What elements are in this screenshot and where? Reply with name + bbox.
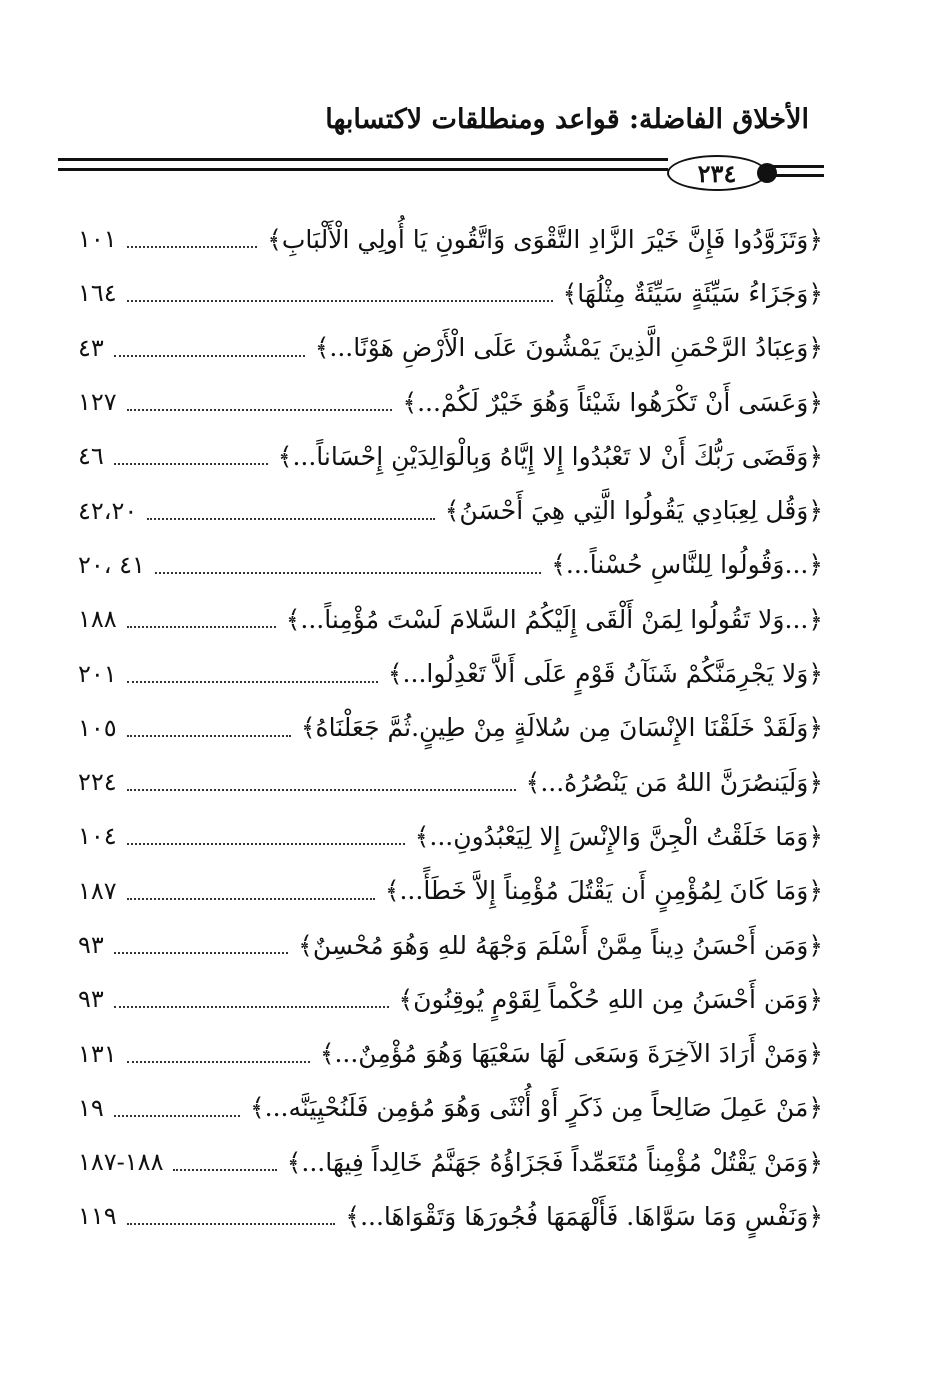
page-reference: ٤٦ xyxy=(78,442,104,471)
page-reference: ١٨٨ xyxy=(78,605,117,634)
page-reference: ١٨٧ xyxy=(78,876,117,905)
list-item xyxy=(78,375,823,429)
dot-leader xyxy=(127,300,553,302)
page-reference: ١٠٤ xyxy=(78,822,117,851)
list-item xyxy=(78,755,823,809)
verse-text: ﴿وَلَقَدْ خَلَقْنَا الإِنْسَانَ مِن سُلالَةٍ مِنْ طِينٍ.ثُمَّ جَعَلْنَاهُ﴾ xyxy=(300,713,823,743)
dot-leader xyxy=(114,1006,389,1008)
verse-text: ﴿وَمَا كَانَ لِمُؤْمِنٍ أَن يَقْتُلَ مُؤْمِناً إِلاَّ خَطَأً...﴾ xyxy=(384,876,823,906)
page-reference: ٤٣ xyxy=(78,333,104,362)
list-item xyxy=(78,864,823,918)
dot-leader xyxy=(155,572,541,574)
list-item xyxy=(78,809,823,863)
list-item xyxy=(78,701,823,755)
dot-leader xyxy=(127,681,378,683)
page-reference: ٩٣ xyxy=(78,985,104,1014)
page-number: ٢٣٤ xyxy=(697,158,737,188)
dot-leader xyxy=(127,735,291,737)
list-item xyxy=(78,212,823,266)
dot-leader xyxy=(127,898,375,900)
verse-text: ﴿وَعَسَى أَنْ تَكْرَهُوا شَيْئاً وَهُوَ خَيْرٌ لَكُمْ...﴾ xyxy=(402,387,823,417)
page-number-badge xyxy=(667,155,767,191)
dot-leader xyxy=(127,409,393,411)
verse-text: ﴿وَمَنْ يَقْتُلْ مُؤْمِناً مُتَعَمِّداً فَجَزَاؤُهُ جَهَنَّمُ خَالِداً فِيهَا...﴾ xyxy=(286,1147,823,1177)
list-item xyxy=(78,1081,823,1135)
verse-text: ﴿وَعِبَادُ الرَّحْمَنِ الَّذِينَ يَمْشُونَ عَلَى الْأَرْضِ هَوْنًا...﴾ xyxy=(314,333,823,363)
page-reference: ١٣١ xyxy=(78,1039,117,1068)
list-item xyxy=(78,483,823,537)
verse-text: ﴿وَتَزَوَّدُوا فَإِنَّ خَيْرَ الزَّادِ التَّقْوَى وَاتَّقُونِ يَا أُولِي الْأَلْبَابِ﴾ xyxy=(267,224,823,254)
page-reference: ٤٢،٢٠ xyxy=(78,496,138,525)
dot-leader xyxy=(147,518,434,520)
running-header-title: الأخلاق الفاضلة: قواعد ومنطلقات لاكتسابها xyxy=(325,104,809,135)
page-reference: ١٠١ xyxy=(78,225,117,254)
page-reference: ١١٩ xyxy=(78,1202,117,1231)
page-reference: ٢٢٤ xyxy=(78,768,117,797)
verse-text: ﴿وَمَنْ أَرَادَ الآخِرَةَ وَسَعَى لَهَا سَعْيَهَا وَهُوَ مُؤْمِنٌ...﴾ xyxy=(319,1039,823,1069)
header-rule-left-top xyxy=(58,158,668,161)
page-reference: ٢٠١ xyxy=(78,659,117,688)
list-item xyxy=(78,918,823,972)
verse-text: ﴿وَجَزَاءُ سَيِّئَةٍ سَيِّئَةٌ مِثْلُهَا﴾ xyxy=(562,278,823,308)
dot-leader xyxy=(114,355,305,357)
verse-text: ﴿وَقَضَى رَبُّكَ أَنْ لا تَعْبُدُوا إِلا إِيَّاهُ وَبِالْوَالِدَيْنِ إِحْسَاناً...﴾ xyxy=(277,441,823,471)
list-item xyxy=(78,592,823,646)
page-reference: ١٢٧ xyxy=(78,388,117,417)
verse-text: ﴿وَلَيَنصُرَنَّ اللهُ مَن يَنْصُرُهُ...﴾ xyxy=(525,767,823,797)
dot-leader xyxy=(127,789,516,791)
list-item xyxy=(78,321,823,375)
verse-index-list xyxy=(78,212,823,1244)
header-rule-left-bottom xyxy=(58,168,668,171)
dot-leader xyxy=(127,1061,310,1063)
page-reference: ١٦٤ xyxy=(78,279,117,308)
dot-leader xyxy=(114,463,268,465)
verse-text: ﴿مَنْ عَمِلَ صَالِحاً مِن ذَكَرٍ أَوْ أُنْثَى وَهُوَ مُؤمِن فَلَنُحْيِيَنَّه...﴾ xyxy=(250,1093,823,1123)
list-item xyxy=(78,266,823,320)
dot-leader xyxy=(114,1115,240,1117)
dot-leader xyxy=(127,843,405,845)
header-rule-right-top xyxy=(768,165,824,168)
list-item xyxy=(78,538,823,592)
list-item xyxy=(78,1026,823,1080)
list-item xyxy=(78,1135,823,1189)
dot-leader xyxy=(127,246,258,248)
verse-text: ﴿...وَلا تَقُولُوا لِمَنْ أَلْقَى إِلَيْكُمُ السَّلامَ لَسْتَ مُؤْمِناً...﴾ xyxy=(285,604,823,634)
verse-text: ﴿وَمَا خَلَقْتُ الْجِنَّ وَالإِنْسَ إِلا لِيَعْبُدُونِ...﴾ xyxy=(414,821,823,851)
page-reference: ١٩ xyxy=(78,1093,104,1122)
verse-text: ﴿وَمَن أَحْسَنُ دِيناً مِمَّنْ أَسْلَمَ وَجْهَهُ للهِ وَهُوَ مُحْسِنٌ﴾ xyxy=(298,930,823,960)
page-reference: ١٨٨-١٨٧ xyxy=(78,1148,164,1177)
dot-leader xyxy=(127,626,276,628)
verse-text: ﴿وَمَن أَحْسَنُ مِن اللهِ حُكْماً لِقَوْمٍ يُوقِنُونَ﴾ xyxy=(398,984,823,1014)
list-item xyxy=(78,429,823,483)
verse-text: ﴿وَلا يَجْرِمَنَّكُمْ شَنَآنُ قَوْمٍ عَلَى أَلاَّ تَعْدِلُوا...﴾ xyxy=(387,659,823,689)
dot-leader xyxy=(127,1223,336,1225)
page-reference: ٩٣ xyxy=(78,931,104,959)
verse-text: ﴿وَقُل لِعِبَادِي يَقُولُوا الَّتِي هِيَ أَحْسَنُ﴾ xyxy=(444,496,823,526)
dot-leader xyxy=(114,952,288,954)
verse-text: ﴿...وَقُولُوا لِلنَّاسِ حُسْناً...﴾ xyxy=(551,550,823,580)
page-reference: ١٠٥ xyxy=(78,713,117,742)
list-item xyxy=(78,646,823,700)
dot-leader xyxy=(173,1169,276,1171)
verse-text: ﴿وَنَفْسٍ وَمَا سَوَّاهَا. فَأَلْهَمَهَا فُجُورَهَا وَتَقْوَاهَا...﴾ xyxy=(345,1201,823,1231)
list-item xyxy=(78,972,823,1026)
list-item xyxy=(78,1189,823,1243)
page-reference: ٤١ ،٢٠ xyxy=(78,550,145,579)
